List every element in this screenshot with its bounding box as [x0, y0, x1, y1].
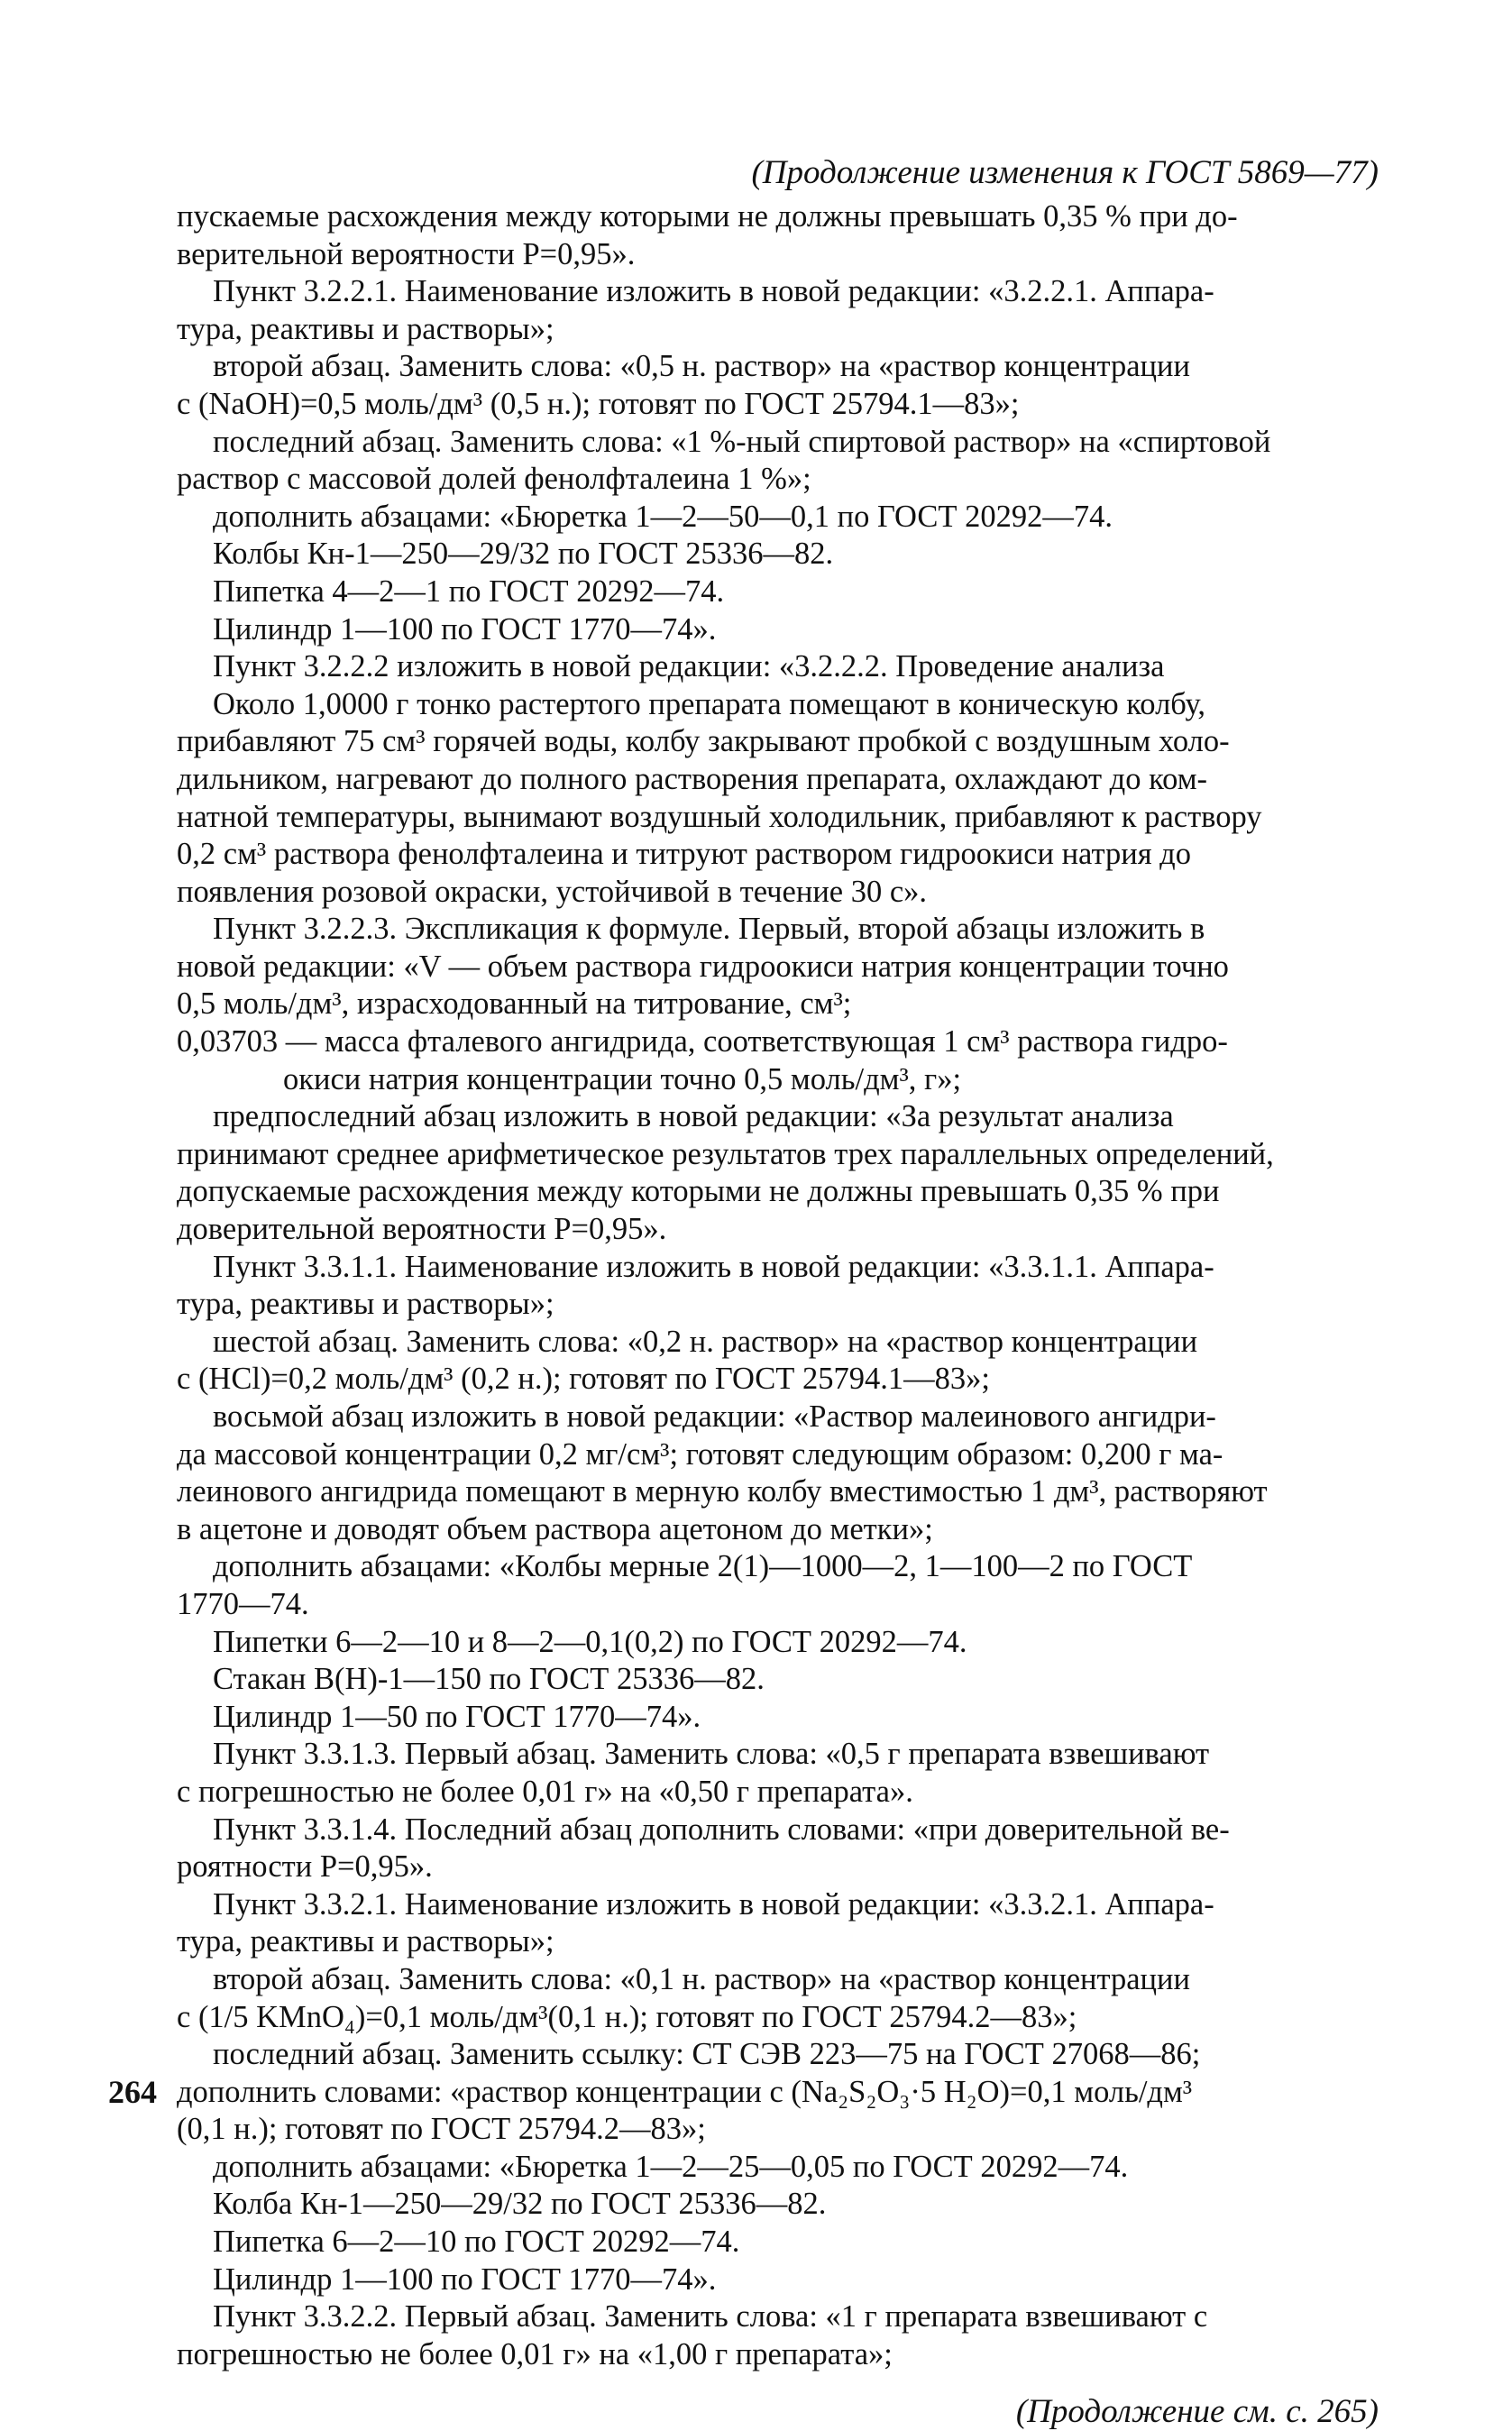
- text-line: появления розовой окраски, устойчивой в течение 30 с».: [177, 874, 928, 909]
- text-line: с (HCl)=0,2 моль/дм³ (0,2 н.); готовят по ГОСТ 25794.1—83»;: [177, 1362, 990, 1397]
- text-line: 1770—74.: [177, 1586, 309, 1621]
- text-line: Пункт 3.2.2.3. Экспликация к формуле. Первый, второй абзацы изложить в: [213, 912, 1205, 947]
- text-line: Пункт 3.3.1.1. Наименование изложить в новой редакции: «3.3.1.1. Аппара-: [213, 1249, 1214, 1284]
- text-line: дополнить абзацами: «Бюретка 1—2—50—0,1 по ГОСТ 20292—74.: [213, 499, 1113, 534]
- text-line: с (1/5 KMnO₄)=0,1 моль/дм³(0,1 н.); готовят по ГОСТ 25794.2—83»;: [177, 1999, 1077, 2034]
- text-line: окиси натрия концентрации точно 0,5 моль/дм³, г»;: [283, 1061, 962, 1096]
- text-line: прибавляют 75 см³ горячей воды, колбу закрывают пробкой с воздушным холо-: [177, 724, 1230, 759]
- text-line: Пипетка 6—2—10 по ГОСТ 20292—74.: [213, 2225, 740, 2260]
- text-line: 0,03703 — масса фталевого ангидрида, соответствующая 1 см³ раствора гидро-: [177, 1024, 1228, 1060]
- text-line: дополнить словами: «раствор концентрации с (Na₂S₂O₃·5 H₂O)=0,1 моль/дм³: [177, 2074, 1193, 2109]
- text-line: 0,2 см³ раствора фенолфталеина и титруют раствором гидроокиси натрия до: [177, 837, 1191, 872]
- text-line: роятности Р=0,95».: [177, 1849, 433, 1885]
- text-line: с погрешностью не более 0,01 г» на «0,50 г препарата».: [177, 1774, 913, 1809]
- text-line: Цилиндр 1—100 по ГОСТ 1770—74».: [213, 2261, 717, 2297]
- text-line: принимают среднее арифметическое результатов трех параллельных определений,: [177, 1136, 1274, 1171]
- text-line: Пипетки 6—2—10 и 8—2—0,1(0,2) по ГОСТ 20292—74.: [213, 1624, 967, 1659]
- text-line: Пипетка 4—2—1 по ГОСТ 20292—74.: [213, 573, 725, 609]
- text-line: Колба Кн-1—250—29/32 по ГОСТ 25336—82.: [213, 2187, 827, 2222]
- text-line: пускаемые расхождения между которыми не должны превышать 0,35 % при до-: [177, 199, 1238, 234]
- text-line: 0,5 моль/дм³, израсходованный на титрование, см³;: [177, 986, 852, 1022]
- text-line: дополнить абзацами: «Бюретка 1—2—25—0,05 по ГОСТ 20292—74.: [213, 2149, 1129, 2184]
- text-line: леинового ангидрида помещают в мерную колбу вместимостью 1 дм³, растворяют: [177, 1474, 1268, 1509]
- text-line: натной температуры, вынимают воздушный холодильник, прибавляют к раствору: [177, 799, 1262, 834]
- page-number: 264: [108, 2074, 157, 2110]
- continuation-note: (Продолжение см. с. 265): [1015, 2393, 1379, 2431]
- text-line: второй абзац. Заменить слова: «0,5 н. раствор» на «раствор концентрации: [213, 349, 1190, 384]
- text-line: (0,1 н.); готовят по ГОСТ 25794.2—83»;: [177, 2112, 706, 2147]
- text-line: тура, реактивы и растворы»;: [177, 1287, 554, 1322]
- text-line: Около 1,0000 г тонко растертого препарата помещают в коническую колбу,: [213, 686, 1205, 721]
- text-line: тура, реактивы и растворы»;: [177, 1924, 554, 1959]
- body-text: [177, 198, 1379, 2373]
- text-line: верительной вероятности Р=0,95».: [177, 236, 636, 271]
- text-line: тура, реактивы и растворы»;: [177, 311, 554, 346]
- text-line: предпоследний абзац изложить в новой редакции: «За результат анализа: [213, 1099, 1174, 1134]
- text-line: погрешностью не более 0,01 г» на «1,00 г препарата»;: [177, 2336, 893, 2371]
- text-line: Пункт 3.3.2.1. Наименование изложить в новой редакции: «3.3.2.1. Аппара-: [213, 1886, 1214, 1922]
- text-line: Пункт 3.3.1.4. Последний абзац дополнить словами: «при доверительной ве-: [213, 1812, 1230, 1847]
- text-line: последний абзац. Заменить ссылку: СТ СЭВ 223—75 на ГОСТ 27068—86;: [213, 2037, 1201, 2072]
- text-line: Цилиндр 1—100 по ГОСТ 1770—74».: [213, 611, 717, 647]
- text-line: раствор с массовой долей фенолфталеина 1 %»;: [177, 462, 811, 497]
- text-line: новой редакции: «V — объем раствора гидроокиси натрия концентрации точно: [177, 949, 1229, 984]
- text-line: с (NaOH)=0,5 моль/дм³ (0,5 н.); готовят по ГОСТ 25794.1—83»;: [177, 386, 1020, 421]
- text-line: шестой абзац. Заменить слова: «0,2 н. раствор» на «раствор концентрации: [213, 1324, 1198, 1359]
- text-line: последний абзац. Заменить слова: «1 %-ный спиртовой раствор» на «спиртовой: [213, 424, 1271, 459]
- text-line: Пункт 3.3.2.2. Первый абзац. Заменить слова: «1 г препарата взвешивают с: [213, 2299, 1208, 2335]
- text-line: дильником, нагревают до полного растворения препарата, охлаждают до ком-: [177, 761, 1208, 796]
- text-line: второй абзац. Заменить слова: «0,1 н. раствор» на «раствор концентрации: [213, 1961, 1190, 1996]
- text-line: Пункт 3.3.1.3. Первый абзац. Заменить слова: «0,5 г препарата взвешивают: [213, 1737, 1210, 1772]
- text-line: Пункт 3.2.2.1. Наименование изложить в новой редакции: «3.2.2.1. Аппара-: [213, 274, 1214, 309]
- text-line: доверительной вероятности Р=0,95».: [177, 1212, 667, 1247]
- text-line: дополнить абзацами: «Колбы мерные 2(1)—1000—2, 1—100—2 по ГОСТ: [213, 1549, 1193, 1584]
- text-line: Колбы Кн-1—250—29/32 по ГОСТ 25336—82.: [213, 537, 834, 572]
- text-line: допускаемые расхождения между которыми не должны превышать 0,35 % при: [177, 1174, 1220, 1209]
- text-line: восьмой абзац изложить в новой редакции: «Раствор малеинового ангидри-: [213, 1399, 1216, 1434]
- text-line: в ацетоне и доводят объем раствора ацетоном до метки»;: [177, 1511, 933, 1546]
- text-line: да массовой концентрации 0,2 мг/см³; готовят следующим образом: 0,200 г ма-: [177, 1436, 1223, 1472]
- page-header: (Продолжение изменения к ГОСТ 5869—77): [751, 154, 1379, 191]
- text-line: Пункт 3.2.2.2 изложить в новой редакции: «3.2.2.2. Проведение анализа: [213, 649, 1165, 684]
- text-line: Цилиндр 1—50 по ГОСТ 1770—74».: [213, 1699, 701, 1734]
- text-line: Стакан В(Н)-1—150 по ГОСТ 25336—82.: [213, 1662, 765, 1697]
